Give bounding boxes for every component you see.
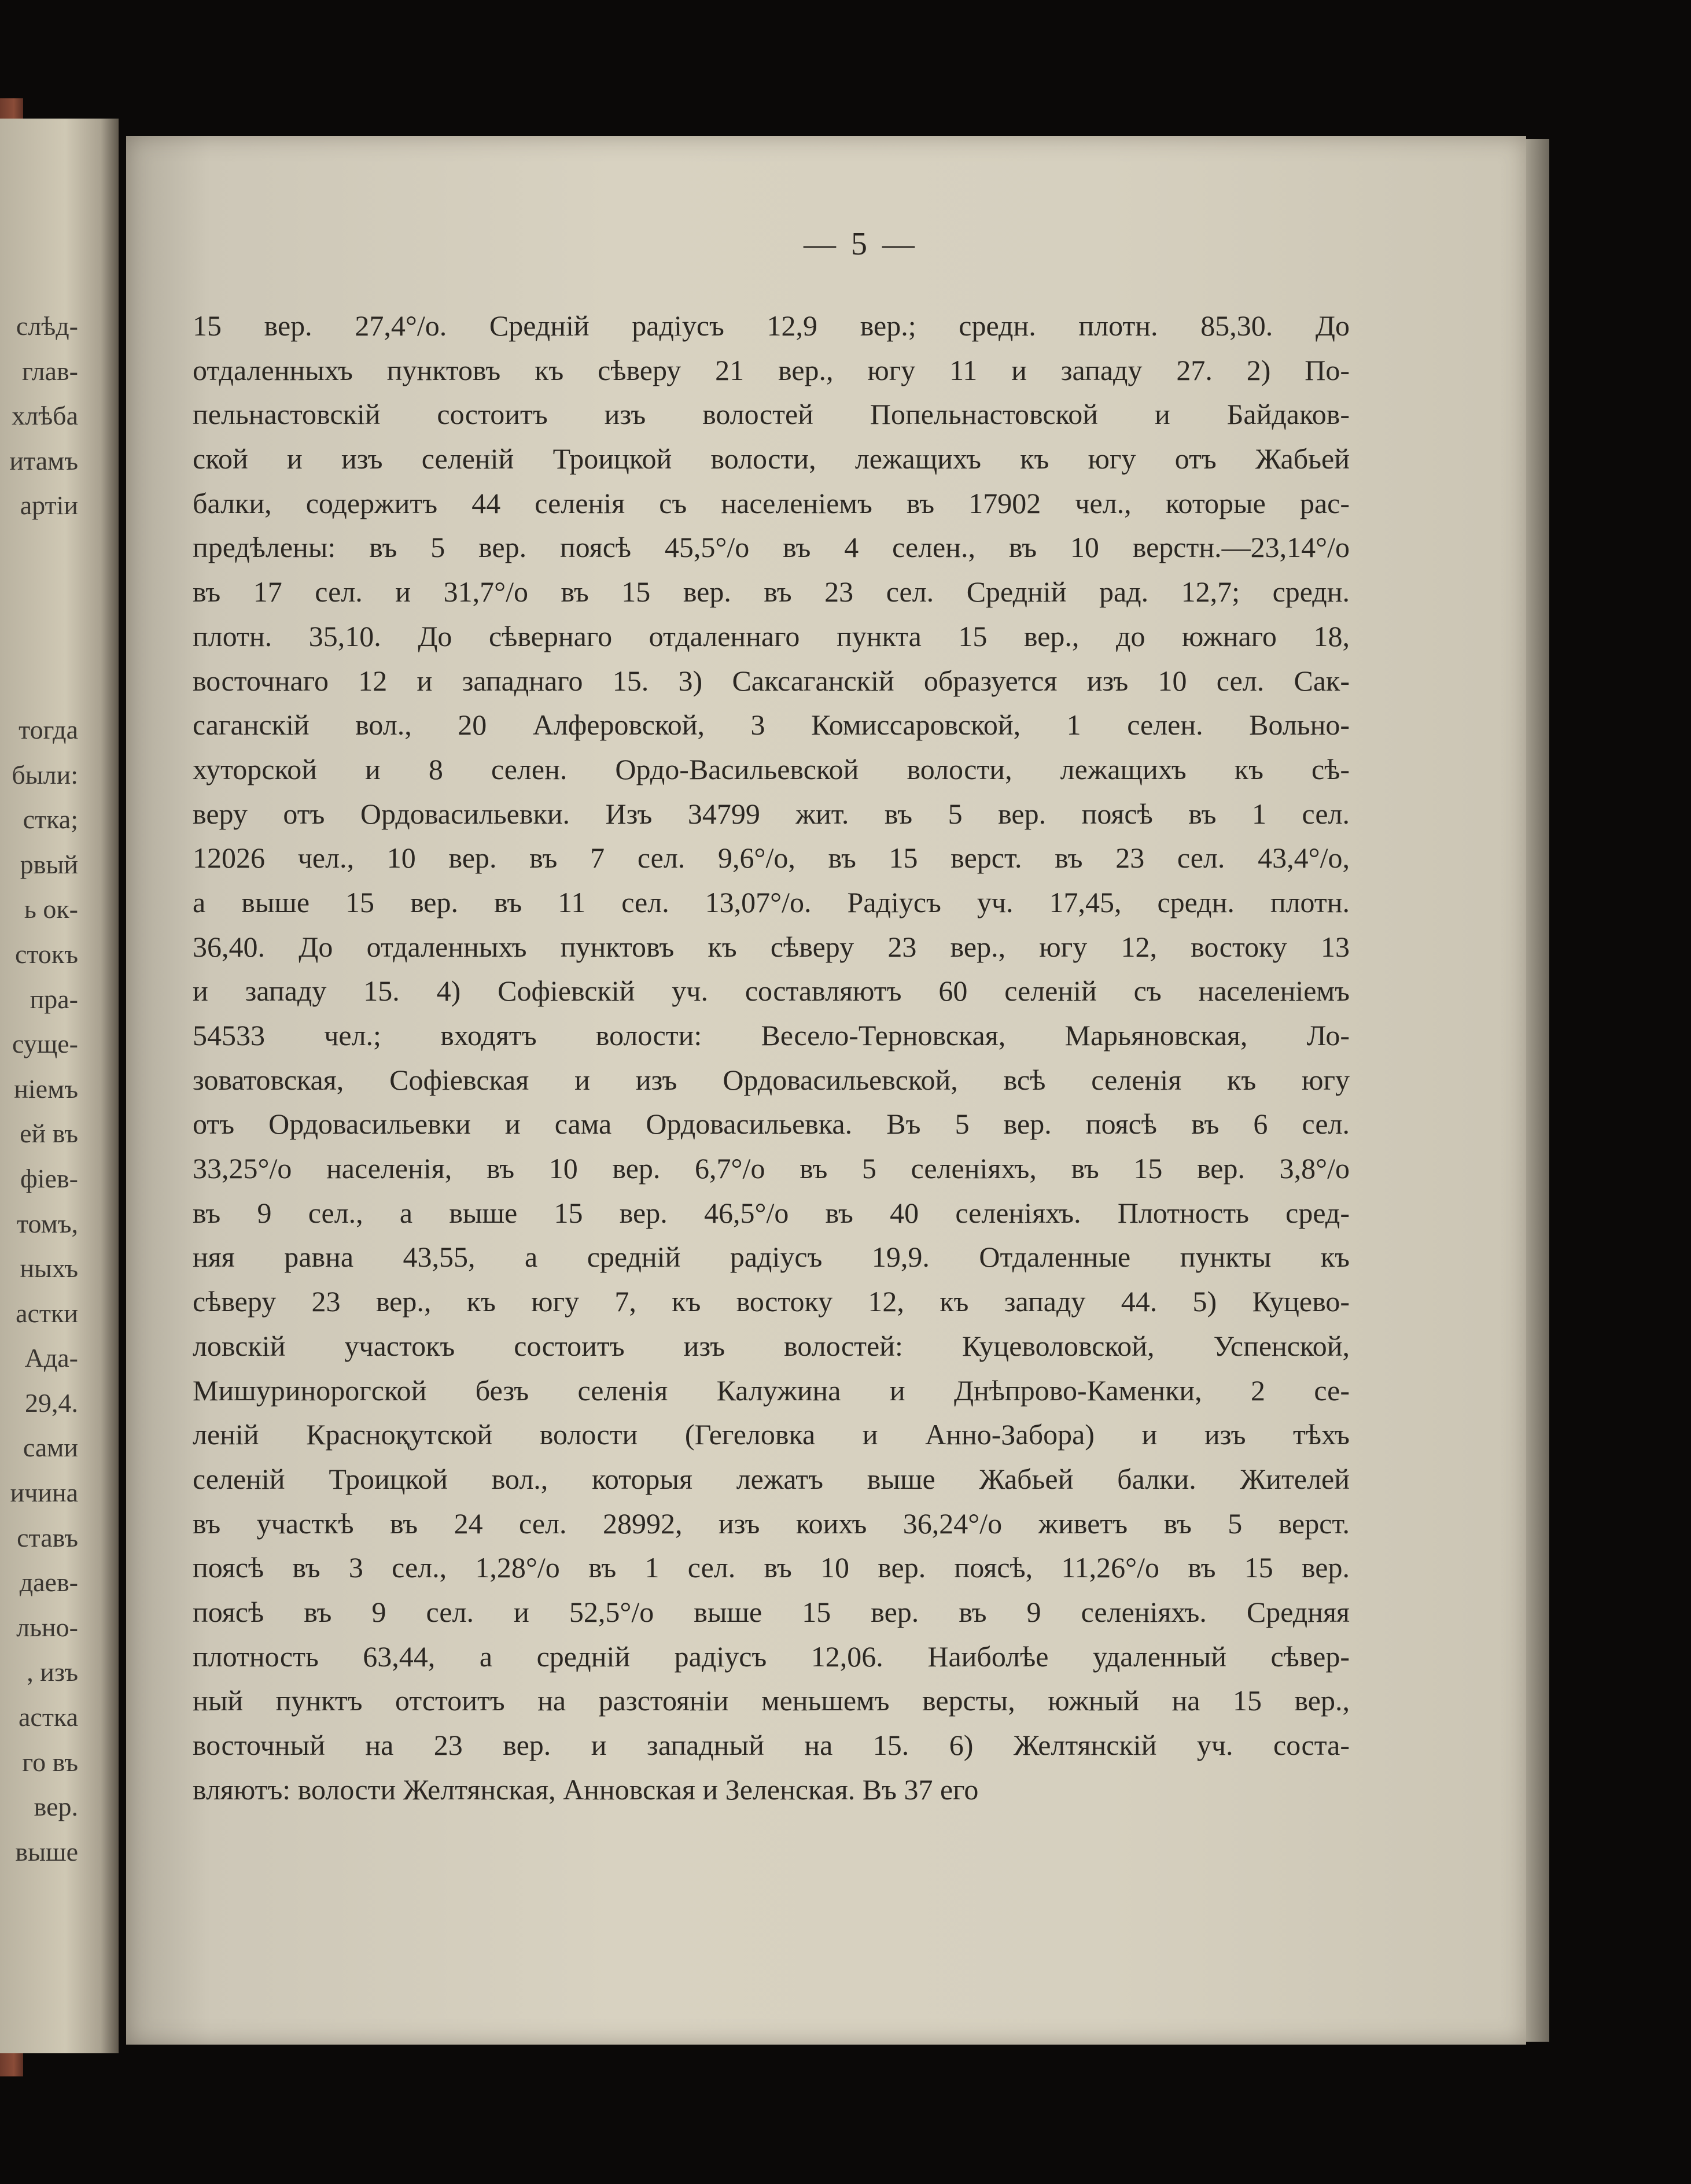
text-line: сѣверу 23 вер., къ югу 7, къ востоку 12, къ западу 44. 5) Куцево-: [193, 1285, 1350, 1318]
text-line: въ 17 сел. и 31,7°/о въ 15 вер. въ 23 сел. Средній рад. 12,7; средн.: [193, 575, 1350, 608]
text-line: зоватовская, Софіевская и изъ Ордовасильевской, всѣ селенія къ югу: [193, 1063, 1350, 1096]
left-page-line: выше: [15, 1836, 78, 1866]
text-line: и западу 15. 4) Софіевскій уч. составляютъ 60 селеній съ населеніемъ: [193, 975, 1350, 1008]
text-line: пельнастовскій состоитъ изъ волостей Попельнастовской и Байдаков-: [193, 398, 1350, 431]
text-line: веру отъ Ордовасильевки. Изъ 34799 жит. въ 5 вер. поясѣ въ 1 сел.: [193, 797, 1350, 830]
left-page-line: рвый: [20, 849, 78, 879]
left-page-line: ичина: [10, 1478, 78, 1508]
text-line: отдаленныхъ пунктовъ къ сѣверу 21 вер., югу 11 и западу 27. 2) По-: [193, 353, 1350, 386]
left-page-line: хлѣба: [12, 401, 78, 431]
text-line: 54533 чел.; входятъ волости: Весело-Терновская, Марьяновская, Ло-: [193, 1019, 1350, 1052]
text-line: ской и изъ селеній Троицкой волости, лежащихъ къ югу отъ Жабьей: [193, 442, 1350, 475]
text-line: ный пунктъ отстоитъ на разстояніи меньшемъ версты, южный на 15 вер.,: [193, 1684, 1350, 1717]
body-text: [193, 304, 1350, 1812]
left-page-line: пра-: [30, 984, 78, 1014]
page-edge: [1526, 139, 1549, 2042]
text-line: въ 9 сел., а выше 15 вер. 46,5°/о въ 40 селеніяхъ. Плотность сред-: [193, 1196, 1350, 1229]
text-line: ловскій участокъ состоитъ изъ волостей: Куцеволовской, Успенской,: [193, 1329, 1350, 1362]
left-page-line: ныхъ: [20, 1253, 78, 1283]
text-line: саганскій вол., 20 Алферовской, 3 Комиссаровской, 1 селен. Вольно-: [193, 709, 1350, 741]
text-line: 36,40. До отдаленныхъ пунктовъ къ сѣверу 23 вер., югу 12, востоку 13: [193, 930, 1350, 963]
left-page-line: ей въ: [20, 1119, 78, 1149]
text-line: плотность 63,44, а средній радіусъ 12,06. Наиболѣе удаленный сѣвер-: [193, 1640, 1350, 1673]
left-page-line: даев-: [19, 1567, 78, 1598]
text-line: балки, содержитъ 44 селенія съ населеніемъ въ 17902 чел., которые рас-: [193, 486, 1350, 519]
left-facing-page: [0, 119, 119, 2053]
left-page-line: астки: [16, 1298, 78, 1328]
page: [126, 136, 1526, 2045]
left-page-line: глав-: [22, 356, 78, 386]
left-page-line: ь ок-: [24, 894, 78, 924]
left-page-line: вер.: [34, 1792, 78, 1822]
text-line: поясѣ въ 3 сел., 1,28°/о въ 1 сел. въ 10 вер. поясѣ, 11,26°/о въ 15 вер.: [193, 1551, 1350, 1584]
text-line: 33,25°/о населенія, въ 10 вер. 6,7°/о въ 5 селеніяхъ, въ 15 вер. 3,8°/о: [193, 1152, 1350, 1185]
text-line: отъ Ордовасильевки и сама Ордовасильевка. Въ 5 вер. поясѣ въ 6 сел.: [193, 1108, 1350, 1141]
text-line: 12026 чел., 10 вер. въ 7 сел. 9,6°/о, въ 15 верст. въ 23 сел. 43,4°/о,: [193, 842, 1350, 875]
left-page-text: [0, 304, 119, 1874]
text-line: леній Красноқутской волости (Гегеловка и Анно-Забора) и изъ тѣхъ: [193, 1418, 1350, 1451]
text-line: Мишуринорогской безъ селенія Калужина и Днѣпрово-Каменки, 2 се-: [193, 1374, 1350, 1407]
left-page-line: слѣд-: [16, 311, 78, 341]
text-line: селеній Троицкой вол., которыя лежатъ выше Жабьей балки. Жителей: [193, 1462, 1350, 1495]
left-page-line: тогда: [19, 714, 78, 744]
text-line: плотн. 35,10. До сѣвернаго отдаленнаго пункта 15 вер., до южнаго 18,: [193, 619, 1350, 652]
page-number: — 5 —: [804, 226, 918, 262]
left-page-line: фіев-: [20, 1163, 78, 1193]
text-line: предѣлены: въ 5 вер. поясѣ 45,5°/о въ 4 селен., въ 10 верстн.—23,14°/о: [193, 531, 1350, 564]
left-page-line: были:: [12, 759, 78, 790]
left-page-line: стка;: [23, 805, 78, 835]
left-page-line: сами: [23, 1433, 78, 1463]
text-line: восточнаго 12 и западнаго 15. 3) Саксаганскій образуется изъ 10 сел. Сак-: [193, 664, 1350, 697]
left-page-line: стокъ: [14, 939, 78, 969]
left-page-line: го въ: [22, 1747, 78, 1777]
text-line: 15 вер. 27,4°/о. Средній радіусъ 12,9 вер.; средн. плотн. 85,30. До: [193, 309, 1350, 342]
left-page-line: астка: [18, 1702, 78, 1732]
left-page-line: 29,4.: [25, 1388, 78, 1418]
left-page-line: ставъ: [17, 1522, 78, 1552]
text-line: восточный на 23 вер. и западный на 15. 6) Желтянскій уч. соста-: [193, 1729, 1350, 1761]
left-page-line: итамъ: [9, 445, 78, 475]
left-page-gap: [0, 528, 119, 707]
left-page-line: , изъ: [27, 1657, 78, 1687]
left-page-line: суще-: [12, 1029, 78, 1059]
left-page-line: льно-: [16, 1612, 78, 1642]
left-page-line: Ада-: [24, 1343, 78, 1373]
left-page-line: артіи: [20, 490, 78, 521]
left-page-line: томъ,: [16, 1208, 78, 1238]
text-line: а выше 15 вер. въ 11 сел. 13,07°/о. Радіусъ уч. 17,45, средн. плотн.: [193, 886, 1350, 918]
text-line: няя равна 43,55, а средній радіусъ 19,9. Отдаленные пункты къ: [193, 1241, 1350, 1274]
text-line: вляютъ: волости Желтянская, Анновская и Зеленская. Въ 37 его: [193, 1773, 979, 1806]
text-line: въ участкѣ въ 24 сел. 28992, изъ коихъ 36,24°/о живетъ въ 5 верст.: [193, 1507, 1350, 1540]
text-line: хуторской и 8 селен. Ордо-Васильевской волости, лежащихъ къ сѣ-: [193, 752, 1350, 785]
text-line: поясѣ въ 9 сел. и 52,5°/о выше 15 вер. въ 9 селеніяхъ. Средняя: [193, 1595, 1350, 1628]
left-page-line: ніемъ: [14, 1073, 78, 1104]
